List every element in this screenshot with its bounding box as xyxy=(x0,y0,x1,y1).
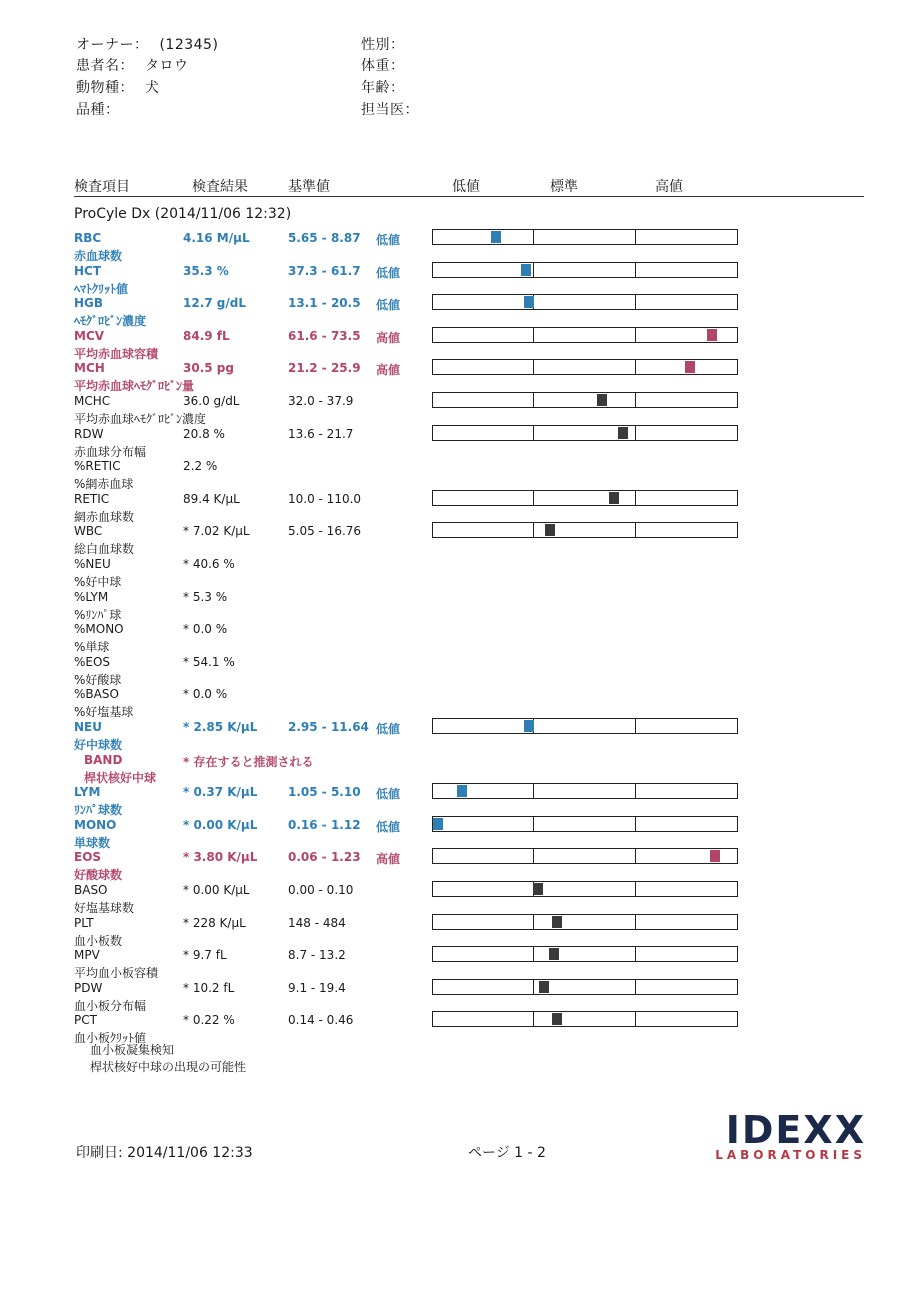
range-bar xyxy=(432,327,738,343)
reference-range: 0.14 - 0.46 xyxy=(288,1013,354,1028)
range-divider xyxy=(635,295,636,309)
range-divider xyxy=(533,523,534,537)
name-value: タロウ xyxy=(144,58,189,74)
reference-range: 8.7 - 13.2 xyxy=(288,948,346,963)
test-result: * 10.2 fL xyxy=(183,980,235,995)
weight-label: 体重： xyxy=(361,58,405,74)
test-name-jp: %好酸球 xyxy=(74,672,122,687)
status-flag: 低値 xyxy=(376,722,401,736)
test-result: * 0.22 % xyxy=(183,1013,235,1028)
range-marker xyxy=(521,264,531,276)
test-code: RETIC xyxy=(74,491,110,506)
test-code: LYM xyxy=(74,785,101,800)
range-divider xyxy=(635,263,636,277)
logo-sub-text: LABORATORIES xyxy=(715,1148,866,1162)
result-row xyxy=(0,394,920,426)
test-name-jp: 総白血球数 xyxy=(74,542,135,557)
range-marker xyxy=(552,1013,562,1025)
test-result: * 7.02 K/µL xyxy=(183,524,250,539)
test-result: 30.5 pg xyxy=(183,361,234,376)
test-code: MCV xyxy=(74,328,105,343)
reference-range: 5.05 - 16.76 xyxy=(288,524,362,539)
range-divider xyxy=(533,817,534,831)
result-row xyxy=(0,720,920,752)
range-divider xyxy=(635,426,636,440)
test-result: * 3.80 K/µL xyxy=(183,850,258,865)
test-code: %BASO xyxy=(74,687,119,702)
owner-value: (12345) xyxy=(159,37,219,53)
test-code: BASO xyxy=(74,883,108,897)
range-marker xyxy=(545,524,555,536)
range-divider xyxy=(635,882,636,896)
col-item: 検査項目 xyxy=(74,179,130,195)
range-marker xyxy=(524,296,534,308)
range-marker xyxy=(618,427,628,439)
test-code: %EOS xyxy=(74,654,111,669)
range-divider xyxy=(635,393,636,407)
range-bar xyxy=(432,816,738,832)
reference-range: 61.6 - 73.5 xyxy=(288,328,361,343)
test-result: 36.0 g/dL xyxy=(183,394,240,408)
reference-range: 0.16 - 1.12 xyxy=(288,817,361,832)
result-row xyxy=(0,296,920,328)
col-result: 検査結果 xyxy=(192,179,248,195)
test-result: 12.7 g/dL xyxy=(183,296,246,311)
range-marker xyxy=(710,850,720,862)
range-divider xyxy=(533,328,534,342)
result-row xyxy=(0,524,920,556)
col-normal: 標準 xyxy=(550,179,578,195)
range-bar xyxy=(432,979,738,995)
test-name-jp: %好塩基球 xyxy=(74,705,134,720)
test-result: 20.8 % xyxy=(183,426,225,441)
section-title: ProCyle Dx (2014/11/06 12:32) xyxy=(74,206,292,222)
range-divider xyxy=(533,393,534,407)
range-bar xyxy=(432,425,738,441)
range-marker xyxy=(491,231,501,243)
range-bar xyxy=(432,718,738,734)
breed-label: 品種： xyxy=(76,102,120,118)
test-name-jp: 赤血球分布幅 xyxy=(74,444,147,459)
test-result: * 0.00 K/µL xyxy=(183,883,250,897)
logo-main-text: IDEXX xyxy=(725,1108,866,1152)
result-row xyxy=(0,557,920,589)
range-marker xyxy=(597,394,607,406)
test-result: * 0.00 K/µL xyxy=(183,817,258,832)
test-name-jp: 血小板分布幅 xyxy=(74,998,147,1013)
test-name-jp: ﾘﾝﾊﾟ球数 xyxy=(74,803,123,818)
test-name-jp: 平均赤血球容積 xyxy=(74,346,159,361)
range-bar xyxy=(432,262,738,278)
test-name-jp: 単球数 xyxy=(74,835,111,850)
result-row xyxy=(0,622,920,654)
status-flag: 低値 xyxy=(376,233,401,247)
range-marker xyxy=(552,916,562,928)
test-result: * 2.85 K/µL xyxy=(183,720,258,734)
result-row xyxy=(0,785,920,817)
note-band: 桿状核好中球の出現の可能性 xyxy=(90,1060,247,1074)
reference-range: 10.0 - 110.0 xyxy=(288,491,362,506)
range-marker xyxy=(524,720,534,732)
test-code: NEU xyxy=(74,720,102,734)
test-code: %RETIC xyxy=(74,459,121,474)
result-row xyxy=(0,492,920,524)
range-divider xyxy=(635,1012,636,1026)
reference-range: 1.05 - 5.10 xyxy=(288,785,361,800)
range-divider xyxy=(533,784,534,798)
range-divider xyxy=(533,915,534,929)
test-name-jp: 血小板数 xyxy=(74,933,123,948)
test-result: * 54.1 % xyxy=(183,654,235,669)
result-row xyxy=(0,231,920,263)
range-bar xyxy=(432,490,738,506)
status-flag: 高値 xyxy=(376,363,401,378)
reference-range: 2.95 - 11.64 xyxy=(288,720,369,734)
range-divider xyxy=(635,523,636,537)
test-result: * 40.6 % xyxy=(183,557,235,571)
range-divider xyxy=(533,263,534,277)
col-high: 高値 xyxy=(655,179,683,195)
test-code: RBC xyxy=(74,231,102,245)
range-divider xyxy=(635,784,636,798)
test-code: MPV xyxy=(74,948,100,963)
range-divider xyxy=(635,915,636,929)
test-name-jp: %ﾘﾝﾊﾟ球 xyxy=(74,607,122,622)
range-divider xyxy=(533,426,534,440)
test-code: RDW xyxy=(74,426,104,441)
range-divider xyxy=(635,849,636,863)
range-bar xyxy=(432,783,738,799)
test-result: * 0.37 K/µL xyxy=(183,785,258,800)
reference-range: 5.65 - 8.87 xyxy=(288,231,361,245)
test-result: * 0.0 % xyxy=(183,622,228,637)
range-bar xyxy=(432,848,738,864)
reference-range: 0.06 - 1.23 xyxy=(288,850,361,865)
range-bar xyxy=(432,946,738,962)
result-row xyxy=(0,427,920,459)
test-name-jp: %網赤血球 xyxy=(74,477,134,492)
test-code: %LYM xyxy=(74,589,109,604)
species-value: 犬 xyxy=(144,80,160,96)
range-divider xyxy=(635,328,636,342)
test-code: WBC xyxy=(74,524,103,539)
test-code: MCH xyxy=(74,361,105,376)
test-code: %NEU xyxy=(74,557,111,571)
range-divider xyxy=(635,491,636,505)
status-flag: 低値 xyxy=(376,819,401,834)
test-result: 4.16 M/µL xyxy=(183,231,250,245)
test-code: PLT xyxy=(74,915,94,930)
result-row xyxy=(0,361,920,393)
reference-range: 9.1 - 19.4 xyxy=(288,980,346,995)
test-name-jp: 好酸球数 xyxy=(74,868,123,883)
test-result: 84.9 fL xyxy=(183,328,230,343)
test-name-jp: 平均血小板容積 xyxy=(74,966,159,981)
test-name-jp: 網赤血球数 xyxy=(74,509,135,524)
test-code: PDW xyxy=(74,980,103,995)
reference-range: 32.0 - 37.9 xyxy=(288,394,354,408)
test-code: EOS xyxy=(74,850,102,865)
test-result: 2.2 % xyxy=(183,459,218,474)
result-row xyxy=(0,883,920,915)
header-divider xyxy=(74,196,864,197)
range-bar xyxy=(432,522,738,538)
range-divider xyxy=(635,360,636,374)
status-flag: 低値 xyxy=(376,787,401,802)
page-number: ページ 1 - 2 xyxy=(468,1145,546,1161)
range-divider xyxy=(533,947,534,961)
col-low: 低値 xyxy=(452,179,480,195)
range-bar xyxy=(432,229,738,245)
test-code: MONO xyxy=(74,817,117,832)
reference-range: 13.1 - 20.5 xyxy=(288,296,361,311)
test-result: * 9.7 fL xyxy=(183,948,227,963)
print-date: 印刷日: 2014/11/06 12:33 xyxy=(76,1145,253,1161)
name-label: 患者名： xyxy=(76,58,134,74)
range-divider xyxy=(533,491,534,505)
idexx-logo xyxy=(702,1108,866,1162)
range-divider xyxy=(635,817,636,831)
test-name-jp: ﾍﾓｸﾞﾛﾋﾞﾝ濃度 xyxy=(74,314,147,329)
test-code: HGB xyxy=(74,296,104,311)
test-name-jp: 桿状核好中球 xyxy=(84,770,157,785)
range-divider xyxy=(635,230,636,244)
note-platelet: 血小板凝集検知 xyxy=(90,1043,175,1057)
result-row xyxy=(0,264,920,296)
test-result: * 228 K/µL xyxy=(183,915,246,930)
col-reference: 基準値 xyxy=(288,179,330,195)
test-name-jp: 好塩基球数 xyxy=(74,901,135,915)
result-row xyxy=(0,850,920,882)
range-marker xyxy=(457,785,467,797)
owner-label: オーナー： xyxy=(76,37,149,53)
test-name-jp: 血小板ｸﾘｯﾄ値 xyxy=(74,1031,147,1046)
result-row xyxy=(0,590,920,622)
range-bar xyxy=(432,914,738,930)
test-name-jp: ﾍﾏﾄｸﾘｯﾄ値 xyxy=(74,281,129,296)
status-flag: 高値 xyxy=(376,330,401,345)
test-result: * 存在すると推測される xyxy=(183,754,314,769)
status-flag: 低値 xyxy=(376,265,401,280)
result-row xyxy=(0,687,920,719)
range-marker xyxy=(685,361,695,373)
range-divider xyxy=(635,947,636,961)
result-row xyxy=(0,329,920,361)
range-divider xyxy=(533,230,534,244)
result-row xyxy=(0,753,920,785)
test-code: %MONO xyxy=(74,622,124,637)
status-flag: 低値 xyxy=(376,298,401,313)
range-bar xyxy=(432,359,738,375)
range-divider xyxy=(533,980,534,994)
test-name-jp: 好中球数 xyxy=(74,738,123,752)
test-name-jp: 赤血球数 xyxy=(74,249,123,263)
reference-range: 13.6 - 21.7 xyxy=(288,426,354,441)
test-result: 89.4 K/µL xyxy=(183,491,240,506)
range-marker xyxy=(539,981,549,993)
test-result: * 0.0 % xyxy=(183,687,228,702)
range-bar xyxy=(432,392,738,408)
reference-range: 0.00 - 0.10 xyxy=(288,883,354,897)
test-name-jp: %単球 xyxy=(74,640,110,655)
test-name-jp: 平均赤血球ﾍﾓｸﾞﾛﾋﾞﾝ量 xyxy=(74,379,195,394)
range-marker xyxy=(549,948,559,960)
range-divider xyxy=(533,360,534,374)
result-row xyxy=(0,981,920,1013)
test-code: BAND xyxy=(84,752,123,767)
result-row xyxy=(0,459,920,491)
range-divider xyxy=(635,719,636,733)
range-bar xyxy=(432,1011,738,1027)
reference-range: 21.2 - 25.9 xyxy=(288,361,361,376)
range-marker xyxy=(433,818,443,830)
result-row xyxy=(0,818,920,850)
range-divider xyxy=(635,980,636,994)
reference-range: 37.3 - 61.7 xyxy=(288,263,361,278)
test-name-jp: %好中球 xyxy=(74,575,122,589)
species-line xyxy=(76,77,159,97)
range-divider xyxy=(533,1012,534,1026)
test-result: 35.3 % xyxy=(183,263,229,278)
test-result: * 5.3 % xyxy=(183,589,228,604)
species-label: 動物種： xyxy=(76,80,134,96)
range-bar xyxy=(432,881,738,897)
owner-line xyxy=(76,34,218,54)
range-divider xyxy=(533,849,534,863)
test-name-jp: 平均赤血球ﾍﾓｸﾞﾛﾋﾞﾝ濃度 xyxy=(74,412,207,426)
name-line xyxy=(76,55,188,75)
status-flag: 高値 xyxy=(376,852,401,867)
sex-label: 性別： xyxy=(361,37,405,53)
range-marker xyxy=(707,329,717,341)
result-row xyxy=(0,916,920,948)
doctor-label: 担当医： xyxy=(361,102,419,118)
reference-range: 148 - 484 xyxy=(288,915,346,930)
range-marker xyxy=(609,492,619,504)
test-code: HCT xyxy=(74,263,102,278)
breed-line xyxy=(76,99,120,119)
result-row xyxy=(0,655,920,687)
age-label: 年齢： xyxy=(361,80,405,96)
range-bar xyxy=(432,294,738,310)
test-code: PCT xyxy=(74,1013,97,1028)
result-row xyxy=(0,948,920,980)
test-code: MCHC xyxy=(74,394,111,408)
range-marker xyxy=(533,883,543,895)
